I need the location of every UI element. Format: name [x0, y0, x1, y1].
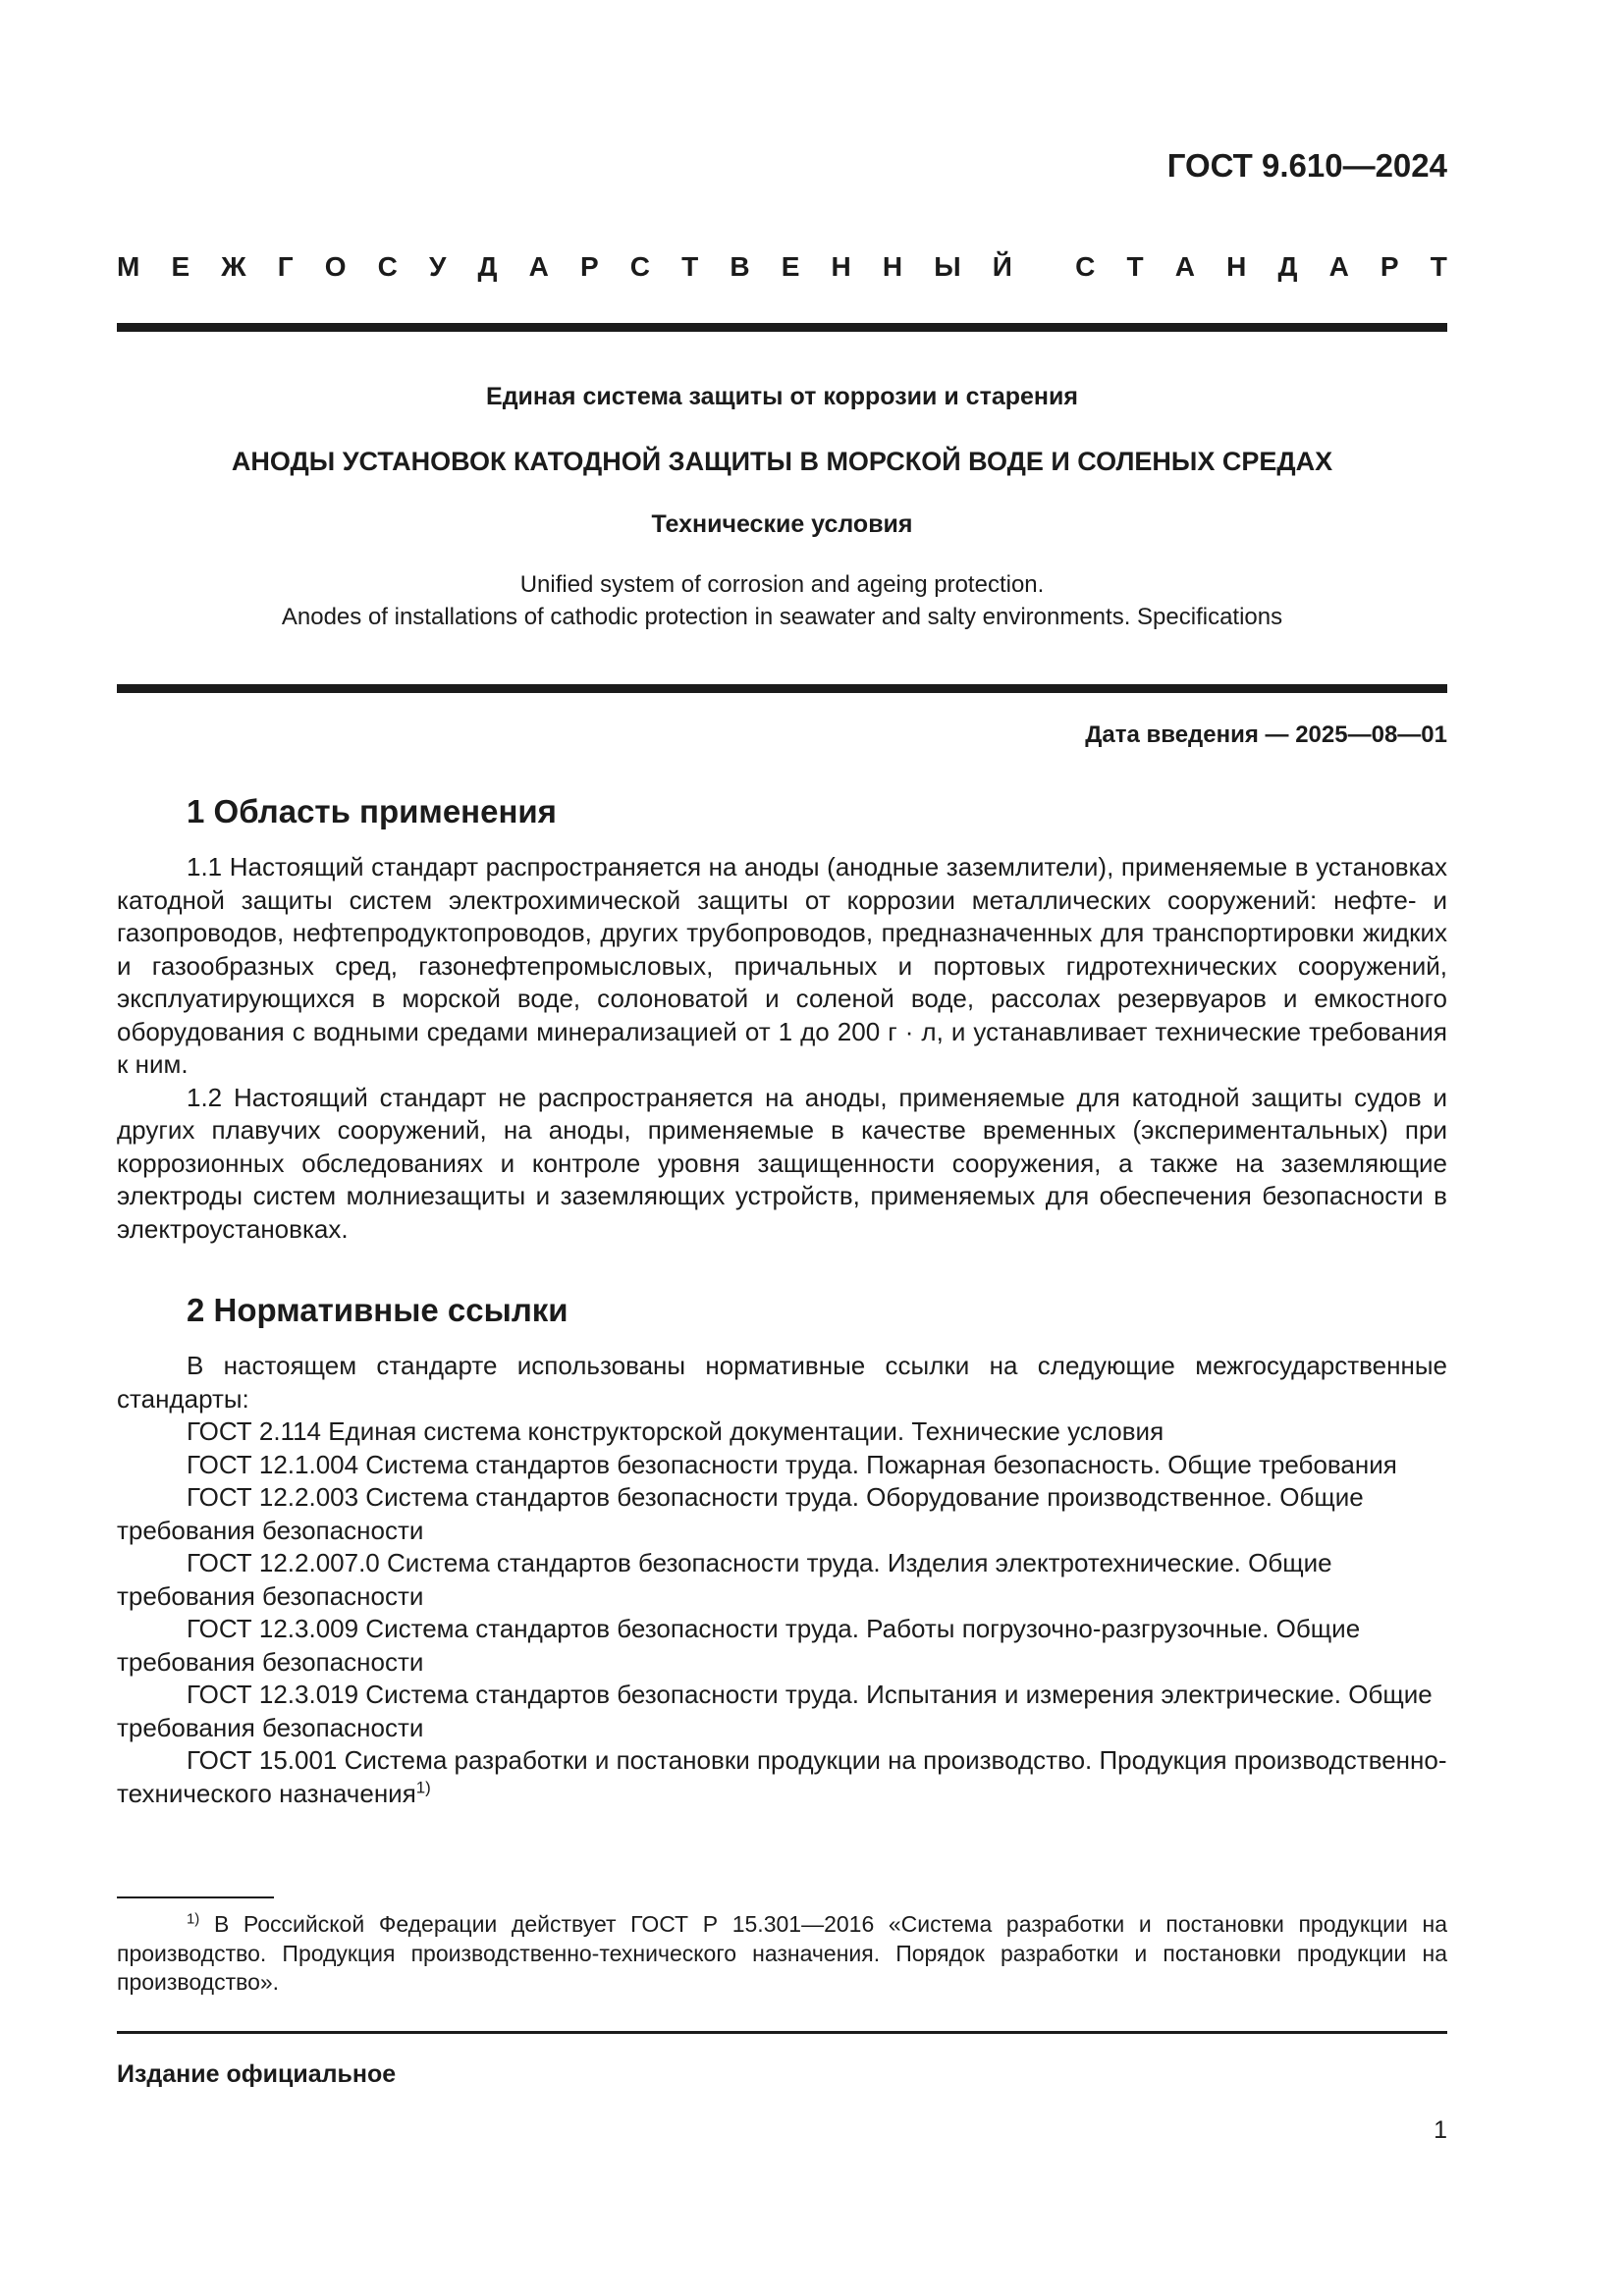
references-intro: В настоящем стандарте использованы нормативные ссылки на следующие межгосударственные стандарты:	[117, 1351, 1447, 1414]
section-2-heading: 2 Нормативные ссылки	[187, 1292, 568, 1328]
heading-letter: С	[1075, 251, 1096, 282]
paragraph-1-2: 1.2 Настоящий стандарт не распространяется на аноды, применяемые для катодной защиты судов и других плавучих сооружений, на аноды, применяемые в качестве временных (экспериментальных) при коррозионных обследованиях и контроле уровня защищенности сооружения, а также на заземляющие электроды систем молниезащиты и заземляющих устройств, применяемых для обеспечения безопасности в электроустановках.	[117, 1082, 1447, 1244]
heading-letter: А	[528, 251, 549, 282]
english-title-line-2: Anodes of installations of cathodic protection in seawater and salty environments. Specifications	[281, 604, 1283, 630]
reference-item: ГОСТ 12.3.019 Система стандартов безопасности труда. Испытания и измерения электрические. Общие требования безопасности	[117, 1680, 1433, 1742]
reference-item: ГОСТ 12.2.007.0 Система стандартов безопасности труда. Изделия электротехнические. Общие требования безопасности	[117, 1548, 1332, 1611]
heading-letter: С	[377, 251, 398, 282]
reference-text: ГОСТ 15.001 Система разработки и постановки продукции на производство. Продукция производственно-технического назначения	[117, 1745, 1447, 1808]
heading-letter: Н	[831, 251, 851, 282]
heading-letter: Е	[171, 251, 190, 282]
heading-letter: Й	[992, 251, 1012, 282]
introduction-date: Дата введения — 2025—08—01	[1085, 721, 1447, 748]
heading-letter: Т	[681, 251, 699, 282]
heading-letter: С	[629, 251, 650, 282]
interstate-standard-heading	[117, 251, 1447, 283]
reference-item-with-footnote	[117, 1744, 1447, 1810]
footnote-mark: 1)	[415, 1777, 431, 1796]
heading-letter: Ы	[934, 251, 961, 282]
heading-letter: Е	[781, 251, 800, 282]
reference-item: ГОСТ 12.3.009 Система стандартов безопасности труда. Работы погрузочно-разгрузочные. Общие требования безопасности	[117, 1614, 1361, 1677]
reference-item: ГОСТ 2.114 Единая система конструкторской документации. Технические условия	[187, 1416, 1164, 1446]
heading-letter: Р	[579, 251, 599, 282]
section-1-heading: 1 Область применения	[187, 793, 557, 829]
heading-letter: Т	[1430, 251, 1447, 282]
heading-letter: Г	[277, 251, 294, 282]
footnote-text: В Российской Федерации действует ГОСТ Р 15.301—2016 «Система разработки и постановки продукции на производство. Продукция производственно-технического назначения. Порядок разработки и постановки продукции на производство».	[117, 1911, 1447, 1995]
heading-letter: В	[730, 251, 750, 282]
heading-letter: Н	[1226, 251, 1247, 282]
heading-letter: Т	[1126, 251, 1144, 282]
footnote	[117, 1910, 1447, 1998]
reference-item: ГОСТ 12.2.003 Система стандартов безопасности труда. Оборудование производственное. Общие требования безопасности	[117, 1482, 1364, 1545]
main-title: АНОДЫ УСТАНОВОК КАТОДНОЙ ЗАЩИТЫ В МОРСКОЙ ВОДЕ И СОЛЕНЫХ СРЕДАХ	[231, 447, 1333, 476]
title-rule	[117, 684, 1447, 693]
footnote-mark: 1)	[187, 1910, 200, 1928]
header-rule	[117, 323, 1447, 332]
footer-rule	[117, 2031, 1447, 2034]
footnote-separator	[117, 1896, 274, 1898]
page-number: 1	[1434, 2116, 1447, 2144]
system-title: Единая система защиты от коррозии и старения	[486, 383, 1078, 410]
section-1-body	[117, 851, 1447, 1246]
section-2-body	[117, 1350, 1447, 1810]
edition-label: Издание официальное	[117, 2060, 397, 2088]
paragraph-1-1: 1.1 Настоящий стандарт распространяется на аноды (анодные заземлители), применяемые в установках катодной защиты систем электрохимической защиты от коррозии металлических сооружений: нефте- и газопроводов, нефтепродуктопроводов, других трубопроводов, предназначенных для транспортировки жидких и газообразных сред, газонефтепромысловых, причальных и портовых гидротехнических сооружений, эксплуатирующихся в морской воде, солоноватой и соленой воде, рассолах резервуаров и емкостного оборудования с водными средами минерализацией от 1 до 200 г · л, и устанавливает технические требования к ним.	[117, 852, 1447, 1079]
heading-letter: О	[324, 251, 347, 282]
subtitle: Технические условия	[651, 510, 913, 538]
heading-letter: Н	[882, 251, 903, 282]
heading-letter: А	[1328, 251, 1349, 282]
heading-letter: Д	[477, 251, 498, 282]
heading-letter: А	[1174, 251, 1195, 282]
reference-item: ГОСТ 12.1.004 Система стандартов безопасности труда. Пожарная безопасность. Общие требования	[187, 1449, 1397, 1479]
english-title-line-1: Unified system of corrosion and ageing protection.	[519, 571, 1045, 598]
heading-letter: Д	[1277, 251, 1298, 282]
heading-letter: У	[428, 251, 447, 282]
heading-letter: Ж	[221, 251, 246, 282]
heading-letter: Р	[1380, 251, 1399, 282]
standard-number: ГОСТ 9.610—2024	[1166, 147, 1447, 184]
heading-letter: М	[117, 251, 140, 282]
